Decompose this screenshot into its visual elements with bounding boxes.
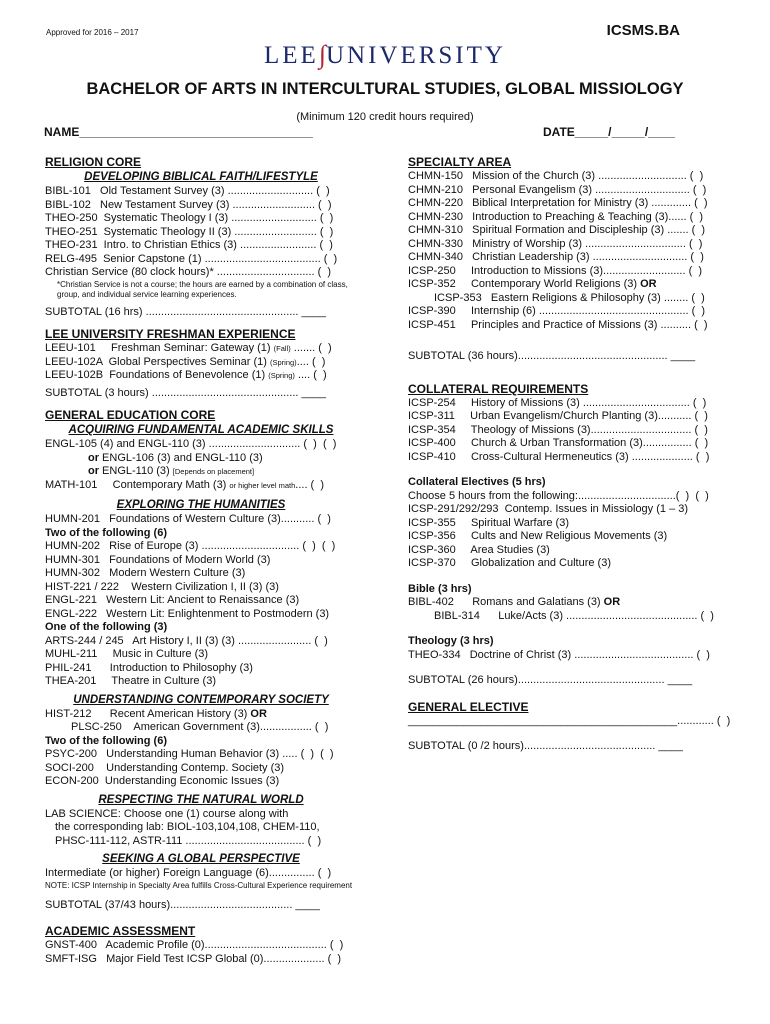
course-line: HUMN-202 Rise of Europe (3) ................................ ( ) ( ): [45, 540, 336, 552]
choose-two-label: Two of the following (6): [45, 734, 167, 747]
course-line: CHMN-150 Mission of the Church (3) ............................. ( ): [408, 170, 704, 182]
course-line: ECON-200 Understanding Economic Issues (3): [45, 775, 280, 787]
program-code: ICSMS.BA: [606, 22, 680, 39]
choose-one-label: One of the following (3): [45, 621, 168, 633]
course-line: HUMN-302 Modern Western Culture (3): [45, 567, 246, 579]
internship-note: NOTE: ICSP Internship in Specialty Area fulfills Cross-Cultural Experience requirement: [45, 880, 353, 890]
theology-heading: Theology (3 hrs): [408, 635, 494, 647]
academic-assessment-heading: ACADEMIC ASSESSMENT: [45, 924, 196, 938]
course-line: Choose 5 hours from the following:................................( ) ( ): [408, 489, 709, 502]
humanities-subheading: EXPLORING THE HUMANITIES: [116, 499, 286, 511]
course-line: ICSP-311 Urban Evangelism/Church Planting (3)........... ( ): [408, 410, 708, 422]
specialty-area-heading: SPECIALTY AREA: [408, 155, 512, 169]
logo-word-left: LEE: [264, 42, 319, 69]
page-title: BACHELOR OF ARTS IN INTERCULTURAL STUDIES, GLOBAL MISSIOLOGY: [86, 80, 684, 98]
course-line: THEA-201 Theatre in Culture (3): [45, 675, 216, 687]
course-line: PSYC-200 Understanding Human Behavior (3) ..... ( ) ( ): [45, 748, 334, 760]
course-line: ICSP-400 Church & Urban Transformation (3)................ ( ): [408, 437, 709, 449]
course-line: ICSP-451 Principles and Practice of Missions (3) .......... ( ): [408, 318, 708, 331]
course-line: or ENGL-110 (3) [Depends on placement]: [88, 465, 255, 477]
course-line: LEEU-102A Global Perspectives Seminar (1) (Spring).... ( ): [45, 355, 326, 368]
course-line: CHMN-340 Christian Leadership (3) ............................... ( ): [408, 251, 704, 263]
course-line: CHMN-330 Ministry of Worship (3) ................................. ( ): [408, 237, 703, 250]
global-perspective-subheading: SEEKING A GLOBAL PERSPECTIVE: [102, 853, 300, 865]
course-line: ENGL-105 (4) and ENGL-110 (3) .............................. ( ) ( ): [45, 438, 337, 450]
subtotal: SUBTOTAL (36 hours)................................................. ____: [408, 350, 696, 362]
course-line: RELG-495 Senior Capstone (1) ...................................... ( ): [45, 252, 338, 265]
freshman-experience-heading: LEE UNIVERSITY FRESHMAN EXPERIENCE: [45, 327, 296, 341]
course-line: ICSP-410 Cross-Cultural Hermeneutics (3) .................... ( ): [408, 450, 710, 463]
flame-icon: ∫: [318, 40, 326, 69]
subtotal: SUBTOTAL (16 hrs) .................................................. ____: [45, 305, 326, 318]
course-line: GNST-400 Academic Profile (0)........................................ ( ): [45, 939, 344, 951]
course-line: CHMN-210 Personal Evangelism (3) ............................... ( ): [408, 183, 707, 196]
christian-service-note: *Christian Service is not a course; the hours are earned by a combination of class, group, and individual service learning experiences.: [57, 279, 348, 299]
course-line: MUHL-211 Music in Culture (3): [45, 648, 209, 660]
course-line: THEO-251 Systematic Theology II (3) ........................... ( ): [45, 225, 334, 238]
lab-science-line: LAB SCIENCE: Choose one (1) course along with: [45, 807, 289, 820]
course-line: ICSP-250 Introduction to Missions (3)........................... ( ): [408, 264, 703, 277]
course-line: BIBL-402 Romans and Galatians (3) OR: [408, 596, 621, 608]
course-line: ICSP-360 Area Studies (3): [408, 543, 550, 556]
minimum-credits: (Minimum 120 credit hours required): [296, 111, 474, 123]
course-line: MATH-101 Contemporary Math (3) or higher level math.... ( ): [45, 478, 325, 491]
course-line: CHMN-310 Spiritual Formation and Discipleship (3) ....... ( ): [408, 224, 706, 236]
biblical-faith-subheading: DEVELOPING BIBLICAL FAITH/LIFESTYLE: [84, 171, 318, 183]
course-line: SOCI-200 Understanding Contemp. Society (3): [45, 761, 285, 774]
course-line: CHMN-230 Introduction to Preaching & Teaching (3)...... ( ): [408, 210, 704, 223]
course-line: ICSP-355 Spiritual Warfare (3): [408, 516, 569, 529]
natural-world-subheading: RESPECTING THE NATURAL WORLD: [98, 793, 304, 806]
approved-year: Approved for 2016 – 2017: [46, 28, 139, 37]
course-line: ICSP-352 Contemporary World Religions (3) OR: [408, 278, 657, 290]
name-field: NAME___________________________________: [44, 125, 313, 139]
course-line: LEEU-101 Freshman Seminar: Gateway (1) (Fall) ....... ( ): [45, 342, 332, 354]
course-line: ICSP-291/292/293 Contemp. Issues in Missiology (1 – 3): [408, 503, 689, 515]
course-line: ENGL-222 Western Lit: Enlightenment to Postmodern (3): [45, 607, 330, 620]
course-line: ICSP-370 Globalization and Culture (3): [408, 557, 611, 569]
course-line: HIST-212 Recent American History (3) OR: [45, 707, 267, 720]
course-line: ICSP-390 Internship (6) ................................................. ( ): [408, 305, 706, 317]
course-line: Intermediate (or higher) Foreign Language (6)............... ( ): [45, 867, 332, 879]
course-line: ICSP-354 Theology of Missions (3)................................. ( ): [408, 423, 708, 436]
collateral-requirements-heading: COLLATERAL REQUIREMENTS: [408, 381, 589, 396]
general-elective-heading: GENERAL ELECTIVE: [408, 699, 529, 714]
choose-two-label: Two of the following (6): [45, 526, 167, 539]
course-line: CHMN-220 Biblical Interpretation for Ministry (3) ............. ( ): [408, 197, 708, 209]
course-line: PLSC-250 American Government (3)................. ( ): [71, 721, 329, 733]
course-line: ICSP-353 Eastern Religions & Philosophy (3) ........ ( ): [434, 291, 705, 304]
right-column: [408, 155, 731, 754]
course-line: Christian Service (80 clock hours)* ................................ ( ): [45, 266, 332, 278]
contemporary-society-subheading: UNDERSTANDING CONTEMPORARY SOCIETY: [73, 693, 329, 706]
religion-core-heading: RELIGION CORE: [45, 155, 142, 169]
course-line: ICSP-356 Cults and New Religious Movements (3): [408, 530, 668, 542]
logo-word-right: UNIVERSITY: [325, 42, 506, 69]
subtotal: SUBTOTAL (0 /2 hours)........................................... ____: [408, 740, 683, 752]
bible-heading: Bible (3 hrs): [408, 582, 472, 595]
course-line: PHIL-241 Introduction to Philosophy (3): [45, 661, 253, 674]
lab-science-line: the corresponding lab: BIOL-103,104,108, CHEM-110,: [55, 821, 320, 833]
lab-science-line: PHSC-111-112, ASTR-111 ....................................... ( ): [55, 834, 322, 847]
course-line: ENGL-221 Western Lit: Ancient to Renaissance (3): [45, 594, 300, 606]
course-line: ARTS-244 / 245 Art History I, II (3) (3) ........................ ( ): [45, 634, 328, 647]
course-line: BIBL-102 New Testament Survey (3) ........................... ( ): [45, 198, 332, 211]
date-field: DATE_____/_____/____: [543, 125, 675, 139]
collateral-electives-heading: Collateral Electives (5 hrs): [408, 476, 546, 488]
academic-skills-subheading: ACQUIRING FUNDAMENTAL ACADEMIC SKILLS: [68, 424, 334, 436]
subtotal: SUBTOTAL (3 hours) ................................................ ____: [45, 386, 326, 399]
course-line: THEO-334 Doctrine of Christ (3) ....................................... ( ): [408, 648, 710, 661]
course-line: BIBL-101 Old Testament Survey (3) ............................ ( ): [45, 185, 330, 197]
subtotal: SUBTOTAL (37/43 hours)........................................ ____: [45, 898, 320, 911]
course-line: ICSP-254 History of Missions (3) ................................... ( ): [408, 396, 707, 409]
course-line: or ENGL-106 (3) and ENGL-110 (3): [88, 451, 263, 464]
course-line: HUMN-201 Foundations of Western Culture (3)........... ( ): [45, 513, 331, 525]
course-line: LEEU-102B Foundations of Benevolence (1) (Spring) .... ( ): [45, 369, 327, 381]
course-line: SMFT-ISG Major Field Test ICSP Global (0).................... ( ): [45, 952, 342, 965]
course-line: THEO-250 Systematic Theology I (3) ............................ ( ): [45, 212, 334, 224]
course-line: BIBL-314 Luke/Acts (3) ........................................... ( ): [434, 609, 714, 622]
course-line: HIST-221 / 222 Western Civilization I, II (3) (3): [45, 580, 279, 593]
subtotal: SUBTOTAL (26 hours)................................................ ____: [408, 674, 693, 686]
course-line: THEO-231 Intro. to Christian Ethics (3) ......................... ( ): [45, 239, 333, 251]
left-column: [45, 155, 357, 966]
course-line: HUMN-301 Foundations of Modern World (3): [45, 553, 271, 566]
elective-line: ____________________________________________............ ( ): [408, 714, 731, 727]
lee-university-logo: [0, 40, 770, 70]
general-education-heading: GENERAL EDUCATION CORE: [45, 408, 216, 422]
